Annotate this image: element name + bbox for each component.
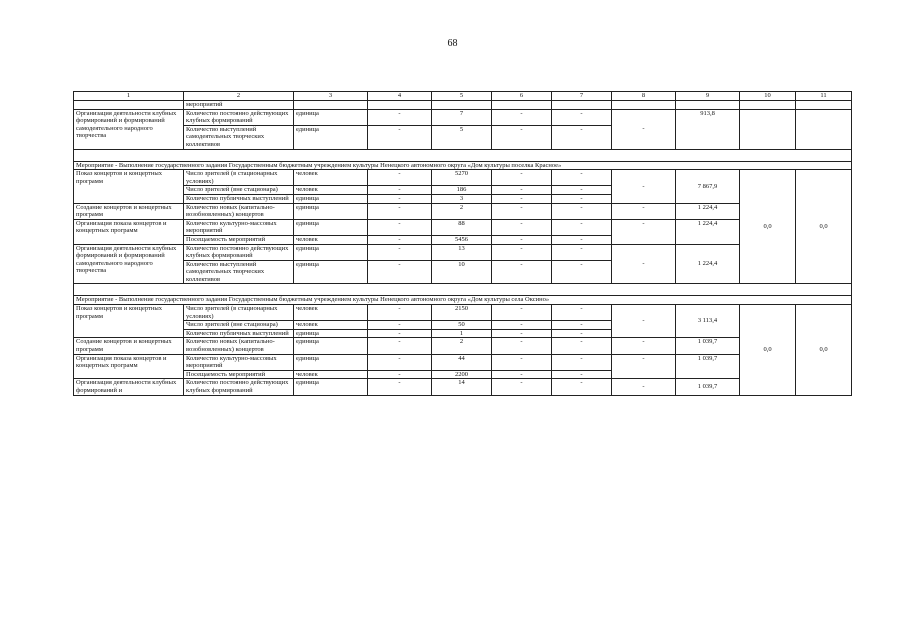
amount-cell: 1 039,7 xyxy=(676,354,740,379)
value-cell: - xyxy=(612,219,676,244)
value-cell: - xyxy=(492,219,552,235)
value-cell: - xyxy=(612,203,676,219)
value-cell: - xyxy=(368,235,432,244)
value-cell: 10 xyxy=(432,260,492,284)
value-cell: - xyxy=(368,338,432,354)
value-cell: - xyxy=(368,244,432,260)
value-cell: - xyxy=(552,321,612,330)
value-cell: 1 xyxy=(432,329,492,338)
activity-cell: Организация деятельности клубных формирований и xyxy=(74,379,184,395)
value-cell: 5456 xyxy=(432,235,492,244)
value-cell: - xyxy=(492,235,552,244)
table-row xyxy=(74,109,852,125)
value-cell: - xyxy=(552,305,612,321)
col-header: 7 xyxy=(552,92,612,101)
indicator-cell: Посещаемость мероприятий xyxy=(184,370,294,379)
activity-cell: Организация деятельности клубных формирований и формирований самодеятельного народного творчества xyxy=(74,244,184,284)
indicator-cell: Количество новых (капитально-возобновленных) концертов xyxy=(184,203,294,219)
value-cell: - xyxy=(368,321,432,330)
indicator-cell: Число зрителей (в стационарных условиях) xyxy=(184,170,294,186)
col-header: 9 xyxy=(676,92,740,101)
value-cell: - xyxy=(612,354,676,379)
indicator-cell: Число зрителей (вне стационара) xyxy=(184,186,294,195)
value-cell: - xyxy=(552,109,612,125)
value-cell: - xyxy=(552,194,612,203)
table-row xyxy=(74,101,852,110)
value-cell: - xyxy=(552,125,612,149)
value-cell: 2 xyxy=(432,203,492,219)
table-row xyxy=(74,379,852,395)
value-cell: 186 xyxy=(432,186,492,195)
value-cell: - xyxy=(368,109,432,125)
value-cell: - xyxy=(492,125,552,149)
value-cell: - xyxy=(368,219,432,235)
col-header: 8 xyxy=(612,92,676,101)
value-cell: 44 xyxy=(432,354,492,370)
value-cell: 2 xyxy=(432,338,492,354)
indicator-cell: Количество выступлений самодеятельных творческих коллективов xyxy=(184,260,294,284)
unit-cell: единица xyxy=(294,329,368,338)
unit-cell: единица xyxy=(294,244,368,260)
value-cell: - xyxy=(492,170,552,186)
indicator-cell: Количество публичных выступлений xyxy=(184,329,294,338)
unit-cell: человек xyxy=(294,235,368,244)
indicator-cell: Число зрителей (вне стационара) xyxy=(184,321,294,330)
value-cell: - xyxy=(492,203,552,219)
indicator-cell: Количество публичных выступлений xyxy=(184,194,294,203)
table-row xyxy=(74,338,852,354)
value-cell: - xyxy=(368,305,432,321)
value-cell: - xyxy=(368,194,432,203)
col-header: 6 xyxy=(492,92,552,101)
value-cell: - xyxy=(368,370,432,379)
value-cell: - xyxy=(492,244,552,260)
amount-cell: 1 224,4 xyxy=(676,244,740,284)
table-row xyxy=(74,170,852,186)
event-row xyxy=(74,161,852,170)
activity-cell xyxy=(74,101,184,110)
value-cell: 50 xyxy=(432,321,492,330)
unit-cell: единица xyxy=(294,260,368,284)
value-cell: - xyxy=(612,379,676,395)
amount-cell: 1 224,4 xyxy=(676,203,740,219)
value-cell: 13 xyxy=(432,244,492,260)
indicator-cell: Количество культурно-массовых мероприятий xyxy=(184,219,294,235)
value-cell: - xyxy=(612,170,676,203)
activity-cell: Показ концертов и концертных программ xyxy=(74,170,184,203)
spacer-row xyxy=(74,284,852,296)
value-cell: - xyxy=(552,219,612,235)
unit-cell: единица xyxy=(294,219,368,235)
value-cell: - xyxy=(612,109,676,149)
value-cell: - xyxy=(368,260,432,284)
amount-cell: 913,8 xyxy=(676,109,740,149)
indicator-cell: Посещаемость мероприятий xyxy=(184,235,294,244)
unit-cell: единица xyxy=(294,338,368,354)
indicator-cell: Количество постоянно действующих клубных формирований xyxy=(184,109,294,125)
value-cell: - xyxy=(368,354,432,370)
value-cell: - xyxy=(612,338,676,354)
col-header: 4 xyxy=(368,92,432,101)
value-cell: - xyxy=(552,170,612,186)
column-number-row xyxy=(74,92,852,101)
value-cell: - xyxy=(368,329,432,338)
unit-cell: единица xyxy=(294,379,368,395)
value-cell: - xyxy=(492,109,552,125)
unit-cell: единица xyxy=(294,194,368,203)
table-row xyxy=(74,305,852,321)
indicator-cell: мероприятий xyxy=(184,101,294,110)
value-cell: - xyxy=(492,305,552,321)
total-cell: 0,0 xyxy=(796,305,852,396)
unit-cell: человек xyxy=(294,370,368,379)
value-cell: - xyxy=(368,186,432,195)
value-cell: - xyxy=(552,370,612,379)
value-cell: - xyxy=(552,244,612,260)
amount-cell: 7 867,9 xyxy=(676,170,740,203)
indicator-cell: Количество постоянно действующих клубных формирований xyxy=(184,244,294,260)
value-cell: - xyxy=(552,354,612,370)
value-cell: - xyxy=(492,260,552,284)
table-row xyxy=(74,203,852,219)
value-cell: - xyxy=(552,235,612,244)
page-number: 68 xyxy=(447,38,458,49)
col-header: 10 xyxy=(740,92,796,101)
value-cell: 5270 xyxy=(432,170,492,186)
indicator-cell: Количество выступлений самодеятельных творческих коллективов xyxy=(184,125,294,149)
value-cell: - xyxy=(368,125,432,149)
value-cell: 3 xyxy=(432,194,492,203)
value-cell: - xyxy=(492,379,552,395)
value-cell: - xyxy=(492,370,552,379)
activity-cell: Создание концертов и концертных программ xyxy=(74,338,184,354)
activity-cell: Создание концертов и концертных программ xyxy=(74,203,184,219)
value-cell: - xyxy=(552,379,612,395)
total-cell: 0,0 xyxy=(740,305,796,396)
value-cell: - xyxy=(552,338,612,354)
spacer-row xyxy=(74,149,852,161)
unit-cell: единица xyxy=(294,203,368,219)
total-cell: 0,0 xyxy=(796,170,852,284)
amount-cell: 3 113,4 xyxy=(676,305,740,338)
unit-cell: человек xyxy=(294,321,368,330)
value-cell: - xyxy=(492,194,552,203)
total-cell: 0,0 xyxy=(740,170,796,284)
table-row xyxy=(74,354,852,370)
activity-cell: Организация показа концертов и концертных программ xyxy=(74,354,184,379)
value-cell: - xyxy=(368,203,432,219)
value-cell: 7 xyxy=(432,109,492,125)
amount-cell: 1 039,7 xyxy=(676,338,740,354)
value-cell: 5 xyxy=(432,125,492,149)
amount-cell: 1 039,7 xyxy=(676,379,740,395)
unit-cell: единица xyxy=(294,354,368,370)
activity-cell: Организация деятельности клубных формирований и формирований самодеятельного народного творчества xyxy=(74,109,184,149)
unit-cell: единица xyxy=(294,125,368,149)
value-cell: - xyxy=(612,244,676,284)
value-cell: - xyxy=(368,170,432,186)
unit-cell: человек xyxy=(294,170,368,186)
value-cell: - xyxy=(368,379,432,395)
table-row xyxy=(74,244,852,260)
table-row xyxy=(74,219,852,235)
indicator-cell: Количество постоянно действующих клубных формирований xyxy=(184,379,294,395)
budget-table xyxy=(73,91,852,396)
unit-cell: единица xyxy=(294,109,368,125)
value-cell: 2200 xyxy=(432,370,492,379)
value-cell: - xyxy=(552,203,612,219)
unit-cell: человек xyxy=(294,305,368,321)
value-cell: - xyxy=(612,305,676,338)
value-cell: - xyxy=(552,329,612,338)
value-cell: - xyxy=(492,186,552,195)
value-cell: - xyxy=(492,321,552,330)
value-cell: 2150 xyxy=(432,305,492,321)
unit-cell: человек xyxy=(294,186,368,195)
amount-cell: 1 224,4 xyxy=(676,219,740,244)
value-cell: - xyxy=(552,260,612,284)
value-cell: - xyxy=(552,186,612,195)
value-cell: 14 xyxy=(432,379,492,395)
value-cell: - xyxy=(492,338,552,354)
col-header: 2 xyxy=(184,92,294,101)
col-header: 11 xyxy=(796,92,852,101)
event-title: Мероприятие - Выполнение государственного задания Государственным бюджетным учреждением культуры Ненецкого автономного округа «Дом культуры поселка Красное» xyxy=(74,161,852,170)
event-row xyxy=(74,296,852,305)
event-title: Мероприятие - Выполнение государственного задания Государственным бюджетным учреждением культуры Ненецкого автономного округа «Дом культуры села Оксино» xyxy=(74,296,852,305)
activity-cell: Показ концертов и концертных программ xyxy=(74,305,184,338)
value-cell: 88 xyxy=(432,219,492,235)
value-cell: - xyxy=(492,329,552,338)
col-header: 3 xyxy=(294,92,368,101)
value-cell: - xyxy=(492,354,552,370)
col-header: 1 xyxy=(74,92,184,101)
col-header: 5 xyxy=(432,92,492,101)
indicator-cell: Количество новых (капитально-возобновленных) концертов xyxy=(184,338,294,354)
indicator-cell: Количество культурно-массовых мероприятий xyxy=(184,354,294,370)
indicator-cell: Число зрителей (в стационарных условиях) xyxy=(184,305,294,321)
activity-cell: Организация показа концертов и концертных программ xyxy=(74,219,184,244)
